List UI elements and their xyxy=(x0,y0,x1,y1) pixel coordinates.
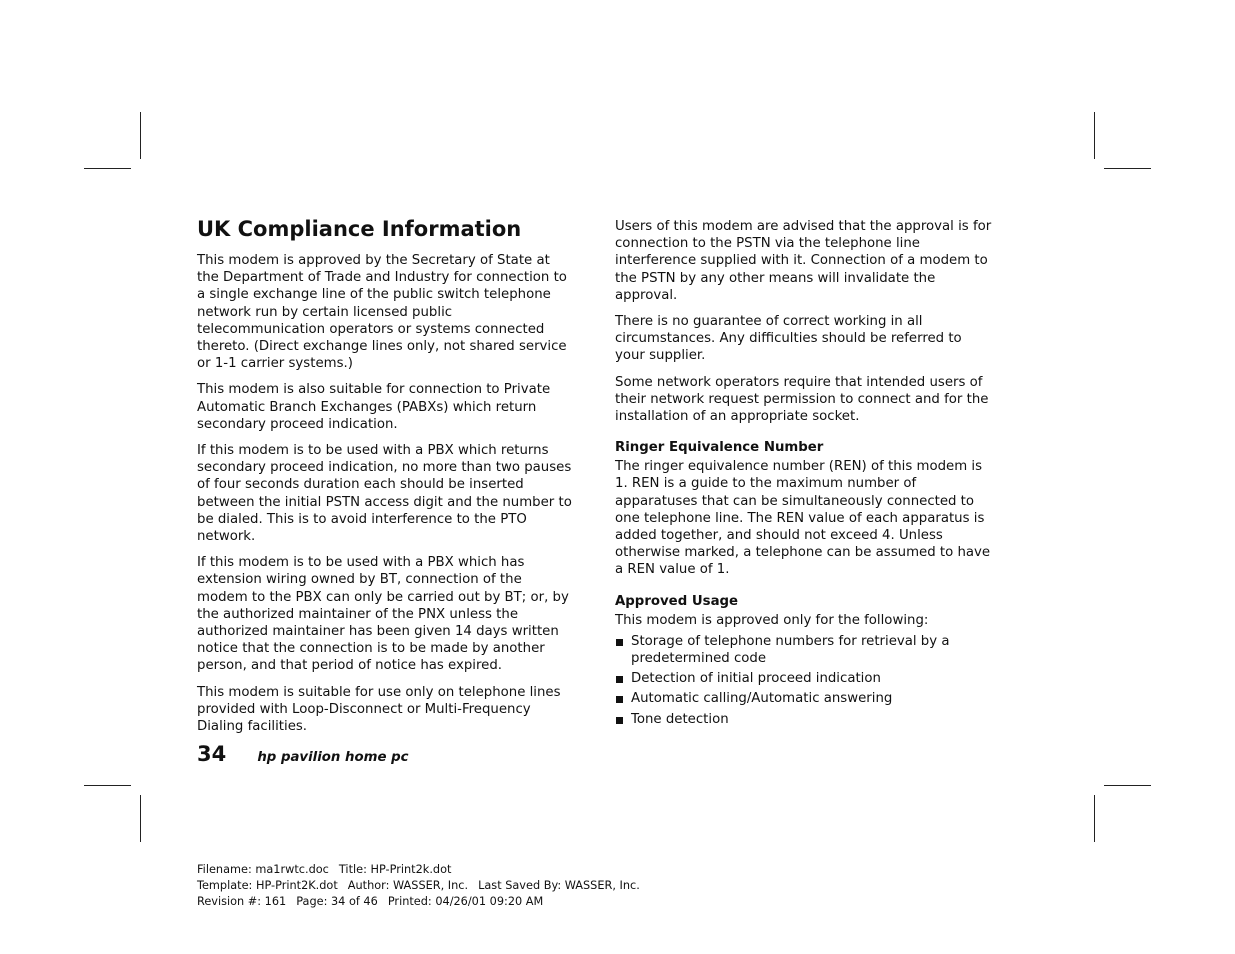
crop-mark-top-left-horizontal xyxy=(84,168,131,169)
author: Author: WASSER, Inc. xyxy=(347,879,469,892)
paragraph-guarantee: There is no guarantee of correct working in all circumstances. Any difficulties should be referred to your supplier. xyxy=(615,314,962,364)
crop-mark-bottom-left-horizontal xyxy=(84,785,131,786)
crop-mark-top-left-vertical xyxy=(140,112,141,159)
page-count: Page: 34 of 46 xyxy=(296,895,378,908)
template: Template: HP-Print2K.dot xyxy=(197,879,338,892)
print-info-line-2 xyxy=(197,878,797,894)
paragraph-pbx-pauses: If this modem is to be used with a PBX which returns secondary proceed indication, no more than two pauses of four seconds duration each should be inserted between the initial PSTN access digit and the number to be dialed. This is to avoid interference to the PTO network. xyxy=(197,443,572,545)
list-item: Automatic calling/Automatic answering xyxy=(615,690,993,707)
bullet-square-icon xyxy=(616,676,623,683)
usage-heading: Approved Usage xyxy=(615,593,739,609)
crop-mark-top-right-horizontal xyxy=(1104,168,1151,169)
last-saved: Last Saved By: WASSER, Inc. xyxy=(478,879,640,892)
crop-mark-bottom-right-vertical xyxy=(1094,795,1095,842)
ringer-text: The ringer equivalence number (REN) of this modem is 1. REN is a guide to the maximum number of apparatuses that can be simultaneously connected to one telephone line. The REN value of each apparatus is added together, and should not exceed 4. Unless otherwise marked, a telephone can be assumed to have a REN value of 1. xyxy=(615,459,991,578)
page-footer xyxy=(197,742,409,772)
list-item: Storage of telephone numbers for retrieval by a predetermined code xyxy=(615,633,993,667)
page-title: UK Compliance Information xyxy=(197,217,522,241)
crop-mark-top-right-vertical xyxy=(1094,112,1095,159)
crop-mark-bottom-left-vertical xyxy=(140,795,141,842)
usage-list xyxy=(615,633,993,728)
crop-mark-bottom-right-horizontal xyxy=(1104,785,1151,786)
page-number: 34 xyxy=(197,742,227,766)
print-info-line-3 xyxy=(197,894,797,910)
book-title: hp pavilion home pc xyxy=(257,750,409,765)
bullet-square-icon xyxy=(616,696,623,703)
right-column xyxy=(615,218,993,731)
bullet-square-icon xyxy=(616,639,623,646)
ringer-heading: Ringer Equivalence Number xyxy=(615,440,824,456)
document-title: Title: HP-Print2k.dot xyxy=(338,863,452,876)
print-info-line-1 xyxy=(197,862,797,878)
list-item: Tone detection xyxy=(615,711,993,728)
paragraph-network-operators: Some network operators require that intended users of their network request permission to connect and for the installation of an appropriate socket. xyxy=(615,374,989,425)
list-item: Detection of initial proceed indication xyxy=(615,670,993,687)
paragraph-dialing: This modem is suitable for use only on telephone lines provided with Loop-Disconnect or Multi-Frequency Dialing facilities. xyxy=(197,684,561,735)
left-column xyxy=(197,216,572,744)
revision: Revision #: 161 xyxy=(197,895,287,908)
usage-intro: This modem is approved only for the following: xyxy=(615,612,929,628)
print-info xyxy=(197,862,797,910)
filename: Filename: ma1rwtc.doc xyxy=(197,863,329,876)
paragraph-pabx: This modem is also suitable for connection to Private Automatic Branch Exchanges (PABXs) which return secondary proceed indication. xyxy=(197,382,551,432)
paragraph-approval: This modem is approved by the Secretary of State at the Department of Trade and Industry for connection to a single exchange line of the public switch telephone network run by certain licensed public telecommunication operators or systems connected thereto. (Direct exchange lines only, not shared service or 1-1 carrier systems.) xyxy=(197,253,567,372)
paragraph-approval-warning: Users of this modem are advised that the approval is for connection to the PSTN via the telephone line interference supplied with it. Connection of a modem to the PSTN by any other means will invalidate the approval. xyxy=(615,219,992,303)
bullet-square-icon xyxy=(616,717,623,724)
paragraph-pbx-wiring: If this modem is to be used with a PBX which has extension wiring owned by BT, connection of the modem to the PBX can only be carried out by BT; or, by the authorized maintainer of the PNX unless the authorized maintainer has been given 14 days written notice that the connection is to be made by another person, and that period of notice has expired. xyxy=(197,555,569,674)
printed-date: Printed: 04/26/01 09:20 AM xyxy=(387,895,544,908)
